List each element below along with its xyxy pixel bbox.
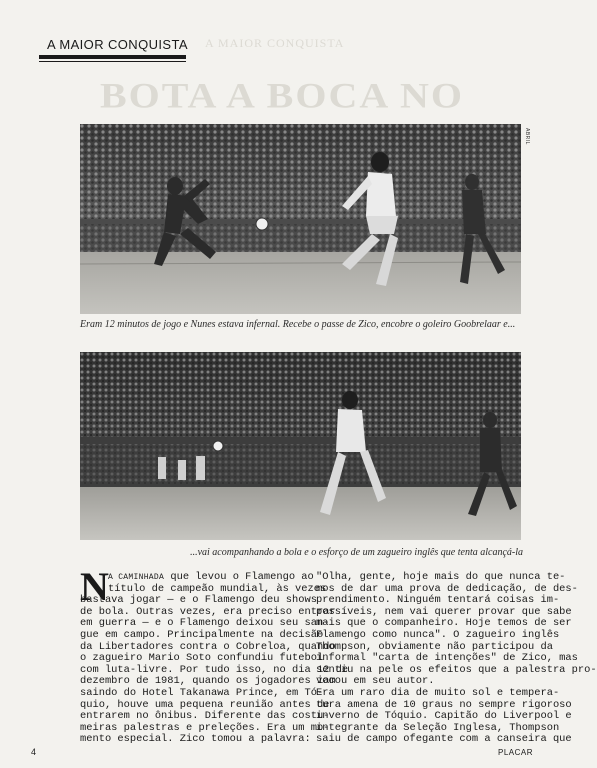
article-line: entrarem no ônibus. Diferente das costu- xyxy=(80,710,330,723)
article-column-2 xyxy=(316,571,597,746)
match-photo-1-image xyxy=(80,124,521,314)
match-photo-2 xyxy=(80,352,521,540)
article-line: meiras palestras e preleções. Era um mo- xyxy=(80,721,330,734)
article-line: saiu de campo ofegante com a canseira que xyxy=(316,733,572,746)
article-line: possíveis, nem vai querer provar que sabe xyxy=(316,605,572,618)
article-line: prendimento. Ninguém tentará coisas im- xyxy=(316,594,560,607)
section-title: A MAIOR CONQUISTA xyxy=(47,37,188,52)
article-line: quio, houve uma pequena reunião antes de xyxy=(80,698,330,711)
photo-caption-1: Eram 12 minutos de jogo e Nunes estava infernal. Recebe o passe de Zico, encobre o goleiro Goobrelaar e... xyxy=(80,319,516,330)
article-line: mento especial. Zico tomou a palavra: xyxy=(80,733,311,746)
article-line: informal "carta de intenções" de Zico, mas xyxy=(316,652,578,665)
article-line: Thompson, obviamente não participou da xyxy=(316,640,553,653)
article-line: inverno de Tóquio. Capitão do Liverpool e xyxy=(316,710,572,723)
article-line: em guerra — e o Flamengo deixou seu san- xyxy=(80,617,330,630)
article-line: da Libertadores contra o Cobreloa, quando xyxy=(80,640,336,653)
photo-credit: ABRIL xyxy=(524,128,530,145)
article-line: Era um raro dia de muito sol e tempera- xyxy=(316,686,560,699)
article-line: com luta-livre. Por tudo isso, no dia 12 de xyxy=(80,663,349,676)
header-rule-thin xyxy=(39,61,186,62)
article-column-1 xyxy=(80,564,349,746)
article-line: título de campeão mundial, às vezes xyxy=(108,582,327,595)
lead-smallcaps: A CAMINHADA xyxy=(108,573,165,582)
article-line: tura amena de 10 graus no sempre rigoroso xyxy=(316,698,572,711)
header-rule-thick xyxy=(39,55,186,59)
article-line: Flamengo como nunca". O zagueiro inglês xyxy=(316,628,560,641)
ghost-header-bleed: A MAIOR CONQUISTA xyxy=(205,36,345,50)
article-line: mais que o companheiro. Hoje temos de ser xyxy=(316,617,572,630)
page-number: 4 xyxy=(31,747,37,757)
article-line: gue em campo. Principalmente na decisão xyxy=(80,628,324,641)
article-line: saindo do Hotel Takanawa Prince, em Tó- xyxy=(80,686,324,699)
article-line: o zagueiro Mario Soto confundiu futebol xyxy=(80,652,324,665)
article-line: bastava jogar — e o Flamengo deu shows xyxy=(80,594,317,607)
article-line: de bola. Outras vezes, era preciso entrar xyxy=(80,605,336,618)
article-line: mos de dar uma prova de dedicação, de des- xyxy=(316,582,578,595)
article-line: integrante da Seleção Inglesa, Thompson xyxy=(316,721,560,734)
article-line: dezembro de 1981, quando os jogadores iam xyxy=(80,675,336,688)
match-photo-2-image xyxy=(80,352,521,540)
ghost-title-bleed: BOTA A BOCA NO xyxy=(100,75,465,116)
article-line: "Olha, gente, hoje mais do que nunca te- xyxy=(316,571,566,583)
article-line: sentiu na pele os efeitos que a palestra pro- xyxy=(316,663,597,676)
drop-cap: N xyxy=(80,564,109,609)
photo-caption-2: ...vai acompanhando a bola e o esforço de um zagueiro inglês que tenta alcançá-la xyxy=(190,547,523,558)
article-line xyxy=(80,571,314,584)
article-text: que levou o Flamengo ao xyxy=(170,571,314,583)
match-photo-1 xyxy=(80,124,521,314)
article-line: vocou em seu autor. xyxy=(316,675,435,688)
magazine-name: PLACAR xyxy=(497,748,533,757)
